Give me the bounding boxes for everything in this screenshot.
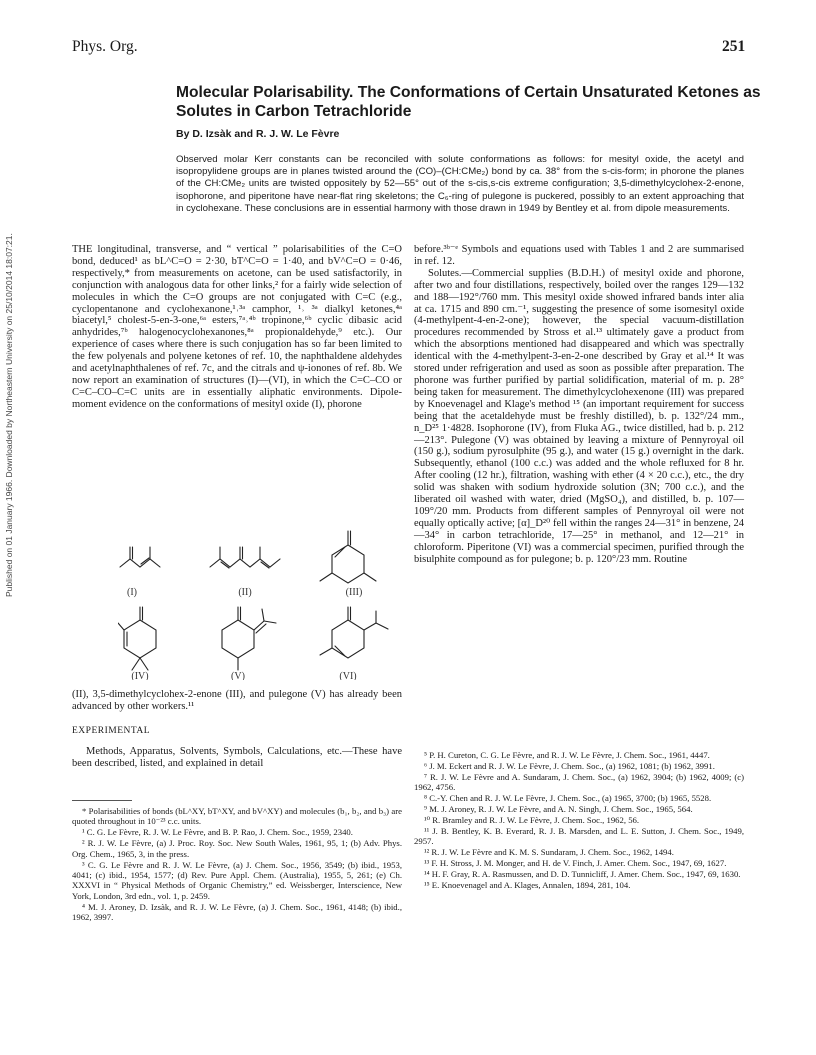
- footnote: ² R. J. W. Le Fèvre, (a) J. Proc. Roy. Soc. New South Wales, 1961, 95, 1; (b) Adv. Phys. Org. Chem., 1965, 3, in the press.: [72, 838, 402, 859]
- footnote: ¹² R. J. W. Le Fèvre and K. M. S. Sundaram, J. Chem. Soc., 1962, 1494.: [424, 847, 674, 858]
- left-column: [72, 244, 402, 411]
- abstract: Observed molar Kerr constants can be reconciled with solute conformations as follows: for mesityl oxide, the acetyl and isopropylidene groups are in planes twisted around the (CO)–(CH:CMe₂) bond by ca. 38° from the s-cis-form; in phorone the planes of the CH:CMe₂ units are twisted oppositely by 52—55° out of the s-cis,s-cis extreme configuration; 3,5-dimethylcyclohex-2-enone, isophorone, and piperitone have near-flat ring skeletons; the C₆-ring of pulegone is puckered, possibly to an extent approaching that in cyclohexane. These conclusions are in essential harmony with those drawn in 1949 by Bentley et al. from dipole measurements.: [176, 154, 744, 214]
- structure-isophorone: [118, 607, 156, 670]
- methods-paragraph: [72, 746, 402, 770]
- right-continuation: before.³ᵇ⁻ᵉ Symbols and equations used with Tables 1 and 2 are summarised in ref. 12.: [414, 244, 744, 267]
- structure-dimethylcyclohexenone: [320, 531, 376, 583]
- footnote: ¹⁴ H. F. Gray, R. A. Rasmussen, and D. D. Tunnicliff, J. Amer. Chem. Soc., 1947, 69, 1630.: [424, 868, 741, 879]
- solutes-paragraph: Solutes.—Commercial supplies (B.D.H.) of mesityl oxide and phorone, after two and four distillations, respectively, boiled over the ranges 129—132 and 188—192°/760 mm. This mesityl oxide showed infrared bands inter alia at ca. 1715 and 890 cm.⁻¹, suggesting the presence of some isomesityl oxide (4-methylpent-4-en-2-one); however, the special vacuum-distillation procedures recommended by Stross et al.¹³ ultimately gave a product from which the absorptions mentioned had disappeared and which was spectrally identical with the 4-methylpent-3-en-2-one described by Gray et al.¹⁴ It was stored under refrigeration and used as soon as possible after preparation. The phorone was further purified by partial solidification, material of m. p. 28° being taken for measurement. The dimethylcyclohexenone (III) was prepared by Knoevenagel and Klage's method ¹⁵ (an important requirement for success being that the acetaldehyde must be freshly distilled), b. p. 132°/24 mm., n_D²⁵ 1·4828. Isophorone (IV), from Fluka AG., twice distilled, had b. p. 212—213°. Pulegone (V) was obtained by leaving a mixture of Pennyroyal oil (150 g.), sodium pyrosulphite (95 g.), and water (15 g.) overnight in the dark. Subsequently, ethanol (100 c.c.) was added and the whole refluxed for 8 hr. After cooling (12 hr.), filtration, washing with ether (4 × 20 c.c.), etc., the dry solid was shaken with sodium hydroxide solution (3N; 700 c.c.), and the liberated oil washed with water, dried (MgSO₄), and distilled, b. p. 107—109°/20 mm. Products from different samples of Pennyroyal oil were not equally optically active; [α]_D²⁰ fell within the ranges 24—31° in benzene, 24—34° in carbon tetrachloride, 17—25° in methanol, and 12—21° in chloroform. Piperitone (VI) was a commercial specimen, purified through the bisulphite compound as for pulegone; b. p. 120°/23 mm. Routine: [414, 267, 744, 565]
- structure-label-iii: (III): [345, 587, 363, 598]
- footnote: ⁸ C.-Y. Chen and R. J. W. Le Fèvre, J. Chem. Soc., (a) 1965, 3700; (b) 1965, 5528.: [424, 793, 712, 804]
- structure-phorone: [210, 547, 280, 568]
- footnote-rule: [72, 800, 132, 801]
- experimental-heading: EXPERIMENTAL: [72, 726, 151, 736]
- footnote: ⁵ P. H. Cureton, C. G. Le Fèvre, and R. J. W. Le Fèvre, J. Chem. Soc., 1961, 4447.: [424, 750, 710, 760]
- footnotes-left: [72, 800, 402, 923]
- footnote: ¹ C. G. Le Fèvre, R. J. W. Le Fèvre, and B. P. Rao, J. Chem. Soc., 1959, 2340.: [82, 827, 353, 838]
- structure-label-i: (I): [127, 587, 137, 598]
- publication-sidebar-note: Published on 01 January 1966. Downloaded by Northeastern University on 25/10/2014 18:07:21.: [4, 233, 14, 597]
- footnote: ¹¹ J. B. Bentley, K. B. Everard, R. J. B. Marsden, and L. E. Sutton, J. Chem. Soc., 1949, 2957.: [414, 825, 744, 847]
- footnote: ¹³ F. H. Stross, J. M. Monger, and H. de V. Finch, J. Amer. Chem. Soc., 1947, 69, 1627.: [424, 858, 727, 869]
- authors: By D. Izsàk and R. J. W. Le Fèvre: [176, 128, 340, 140]
- structure-label-vi: (VI): [339, 671, 357, 680]
- structures-continuation: (II), 3,5-dimethylcyclohex-2-enone (III), and pulegone (V) has already been advanced by other workers.¹¹: [72, 689, 402, 712]
- structure-pulegone: [222, 607, 276, 670]
- structure-piperitone: [320, 607, 388, 658]
- footnote: ⁷ R. J. W. Le Fèvre and A. Sundaram, J. Chem. Soc., (a) 1962, 3904; (b) 1962, 4009; (c) 1962, 4756.: [414, 771, 744, 793]
- footnote: ¹⁵ E. Knoevenagel and A. Klages, Annalen, 1894, 281, 104.: [424, 879, 631, 890]
- structure-label-v: (V): [231, 671, 245, 680]
- intro-paragraph: THE longitudinal, transverse, and “ vertical ” polarisabilities of the C=O bond, deduced¹ as bL^C=O = 2·30, bT^C=O = 1·40, and bV^C=O = 0·46, respectively,* from measurements on acetone, can be used satisfactorily, in conjunction with analogous data for other links,² for a fairly wide selection of molecules in which the C=O groups are not conjugated with C=C (e.g., cyclopentanone and cyclohexanone,¹˒³ᵃ camphor, ¹˒ ³ᵃ dialkyl ketones,⁴ᵃ biacetyl,⁵ cholest-5-en-3-one,⁶ᵃ esters,⁷ᵃ˒⁴ᵇ tropinone,⁶ᵇ cyclic dibasic acid anhydrides,⁷ᵇ halogenocyclohexanones,⁸ᵃ propionaldehyde,⁹ etc.). Our experience of cases where there is such conjugation has so far been limited to the few polyenals and polyene ketones of ref. 10, the naphthaldene aldehydes and acetylnaphthalenes of ref. 7c, and the citrals and ψ-ionones of ref. 8b. We now report an examination of structures (I)—(VI), in which the C=C–CO or C=C–CO–C=C units are in essentially aliphatic environments. Dipole-moment evidence on the conformations of mesityl oxide (I), phorone: [72, 244, 402, 410]
- footnote: * Polarisabilities of bonds (bL^XY, bT^XY, and bV^XY) and molecules (b₁, b₂, and b₃) are quoted throughout in 10⁻²³ c.c. units.: [72, 806, 402, 827]
- structure-mesityl-oxide: [120, 547, 160, 567]
- footnote: ³ C. G. Le Fèvre and R. J. W. Le Fèvre, (a) J. Chem. Soc., 1956, 3549; (b) ibid., 1953, 4041; (c) ibid., 1954, 1577; (d) Rev. Pure Appl. Chem. (Australia), 1955, 5, 261; (e) Ch. XXXVI in “ Physical Methods of Organic Chemistry,” ed. Weissberger, Interscience, New York, London, 3rd edn., vol. 1, p. 2459.: [72, 859, 402, 901]
- structure-label-iv: (IV): [131, 671, 149, 680]
- right-column: [414, 244, 744, 565]
- footnote: ⁴ M. J. Aroney, D. Izsàk, and R. J. W. Le Fèvre, (a) J. Chem. Soc., 1961, 4148; (b) ibid., 1962, 3997.: [72, 901, 402, 923]
- footnote: ⁶ J. M. Eckert and R. J. W. Le Fèvre, J. Chem. Soc., (a) 1962, 1081; (b) 1962, 3991.: [424, 760, 715, 771]
- running-head: Phys. Org.: [72, 38, 138, 55]
- structure-label-ii: (II): [238, 587, 252, 598]
- footnote: ⁹ M. J. Aroney, R. J. W. Le Fèvre, and A. N. Singh, J. Chem. Soc., 1965, 564.: [424, 804, 693, 815]
- footnote: ¹⁰ R. Bramley and R. J. W. Le Fèvre, J. Chem. Soc., 1962, 56.: [424, 814, 640, 825]
- footnotes-right: [414, 750, 744, 891]
- methods-text: Methods, Apparatus, Solvents, Symbols, Calculations, etc.—These have been described, listed, and explained in detail: [72, 746, 402, 769]
- chemical-structures: [118, 515, 398, 680]
- page-number: 251: [722, 38, 746, 55]
- article-title: Molecular Polarisability. The Conformations of Certain Unsaturated Ketones as Solutes in Carbon Tetrachloride: [176, 84, 761, 120]
